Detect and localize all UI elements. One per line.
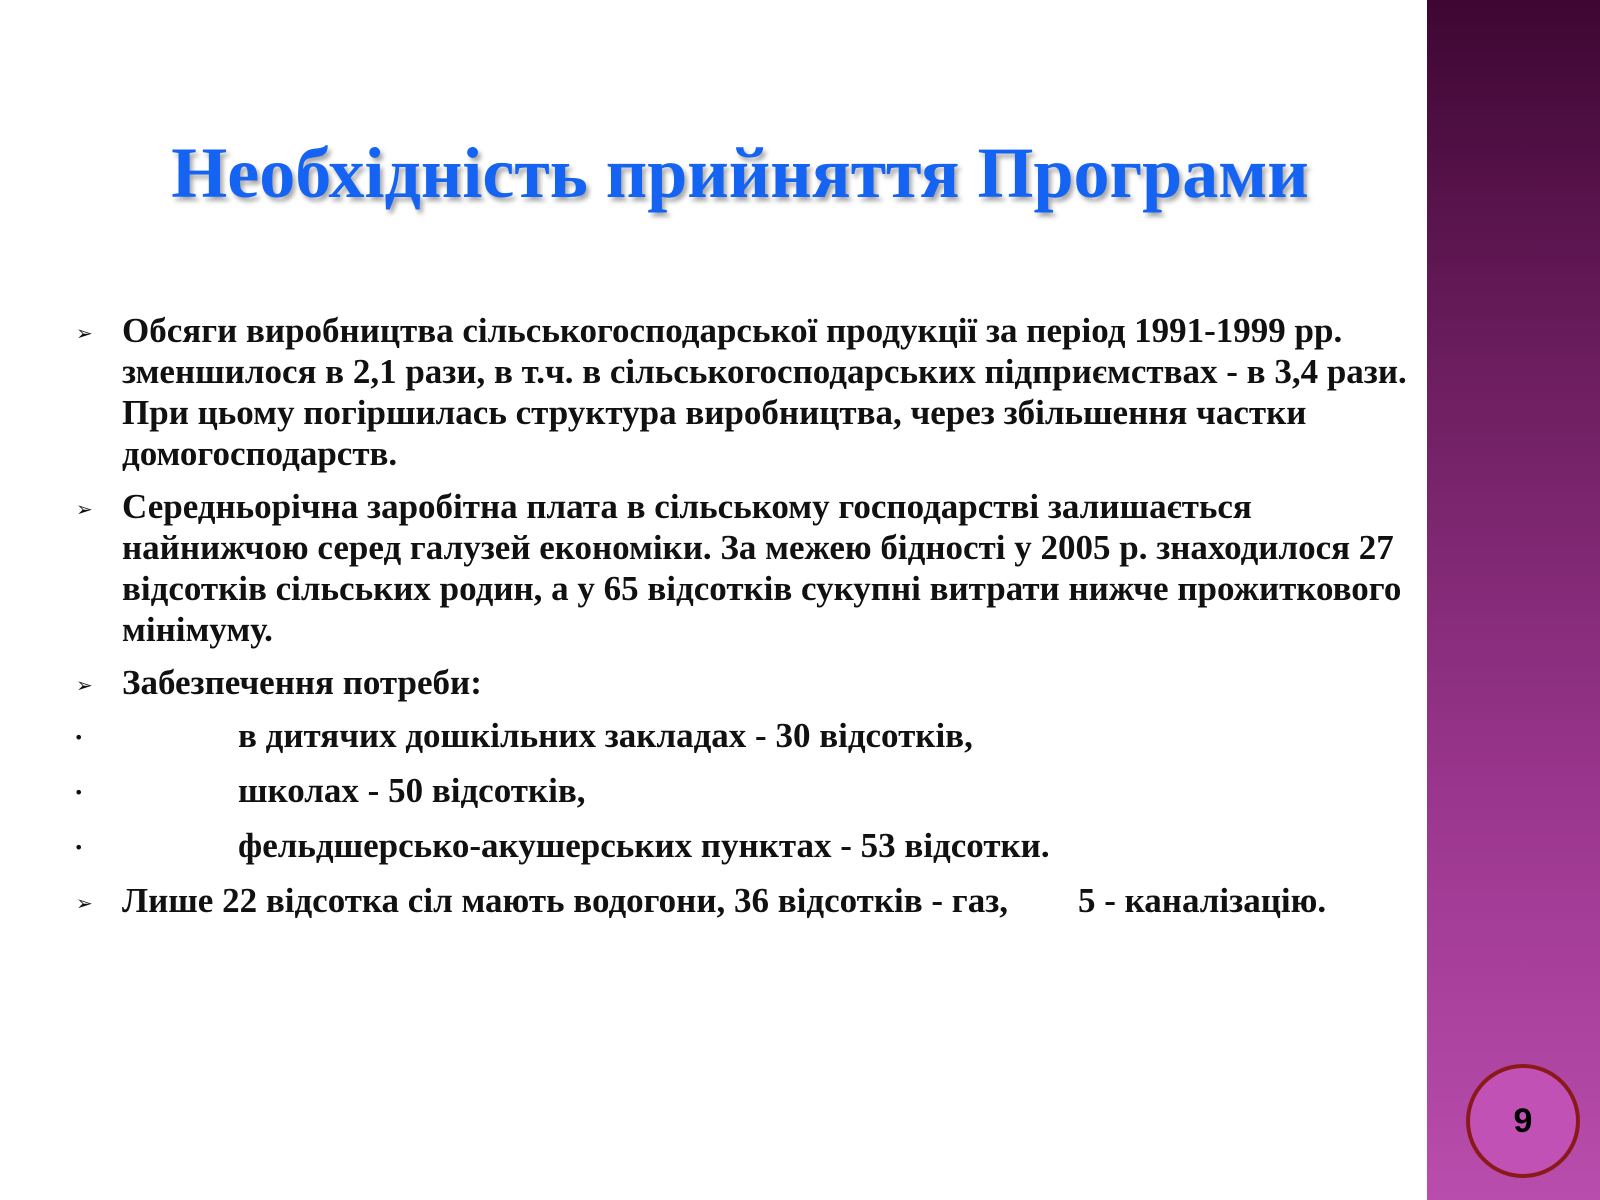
list-subitem-text: фельдшерсько-акушерських пунктах - 53 відсотки. xyxy=(238,826,1050,865)
list-subitem xyxy=(70,715,1420,756)
list-item-text: Середньорічна заробітна плата в сільському господарстві залишається найнижчою серед галузей економіки. За межею бідності у 2005 р. знаходилося 27 відсотків сільських родин, а у 65 відсотків сукупні витрати нижче прожиткового мінімуму. xyxy=(122,487,1402,649)
dot-bullet-icon: • xyxy=(74,838,84,857)
list-subitem-text: школах - 50 відсотків, xyxy=(238,771,586,810)
list-item-text: Забезпечення потреби: xyxy=(122,663,482,702)
list-subitem-text: в дитячих дошкільних закладах - 30 відсотків, xyxy=(238,716,973,755)
list-item xyxy=(70,310,1420,474)
list-item xyxy=(70,662,1420,703)
list-item-text: Лише 22 відсотка сіл мають водогони, 36 відсотків - газ, 5 - каналізацію. xyxy=(122,881,1327,920)
arrow-bullet-icon: ➢ xyxy=(76,497,93,521)
bullet-list xyxy=(70,310,1420,933)
arrow-bullet-icon: ➢ xyxy=(76,321,93,345)
list-item-text: Обсяги виробництва сільськогосподарської продукції за період 1991-1999 рр. зменшилося в 2,1 рази, в т.ч. в сільськогосподарських підприємствах - в 3,4 рази. При цьому погіршилась структура виробництва, через збільшення частки домогосподарств. xyxy=(122,311,1407,473)
page-number-badge xyxy=(1466,1064,1580,1178)
arrow-bullet-icon: ➢ xyxy=(76,673,93,697)
slide-title: Необхідність прийняття Програми xyxy=(171,133,1309,213)
list-subitem xyxy=(70,825,1420,866)
list-item xyxy=(70,486,1420,650)
list-item xyxy=(70,880,1420,921)
list-subitem xyxy=(70,770,1420,811)
dot-bullet-icon: • xyxy=(74,728,84,747)
page-number: 9 xyxy=(1513,1101,1533,1140)
dot-bullet-icon: • xyxy=(74,783,84,802)
arrow-bullet-icon: ➢ xyxy=(76,891,93,915)
decorative-side-band xyxy=(1427,0,1600,1200)
